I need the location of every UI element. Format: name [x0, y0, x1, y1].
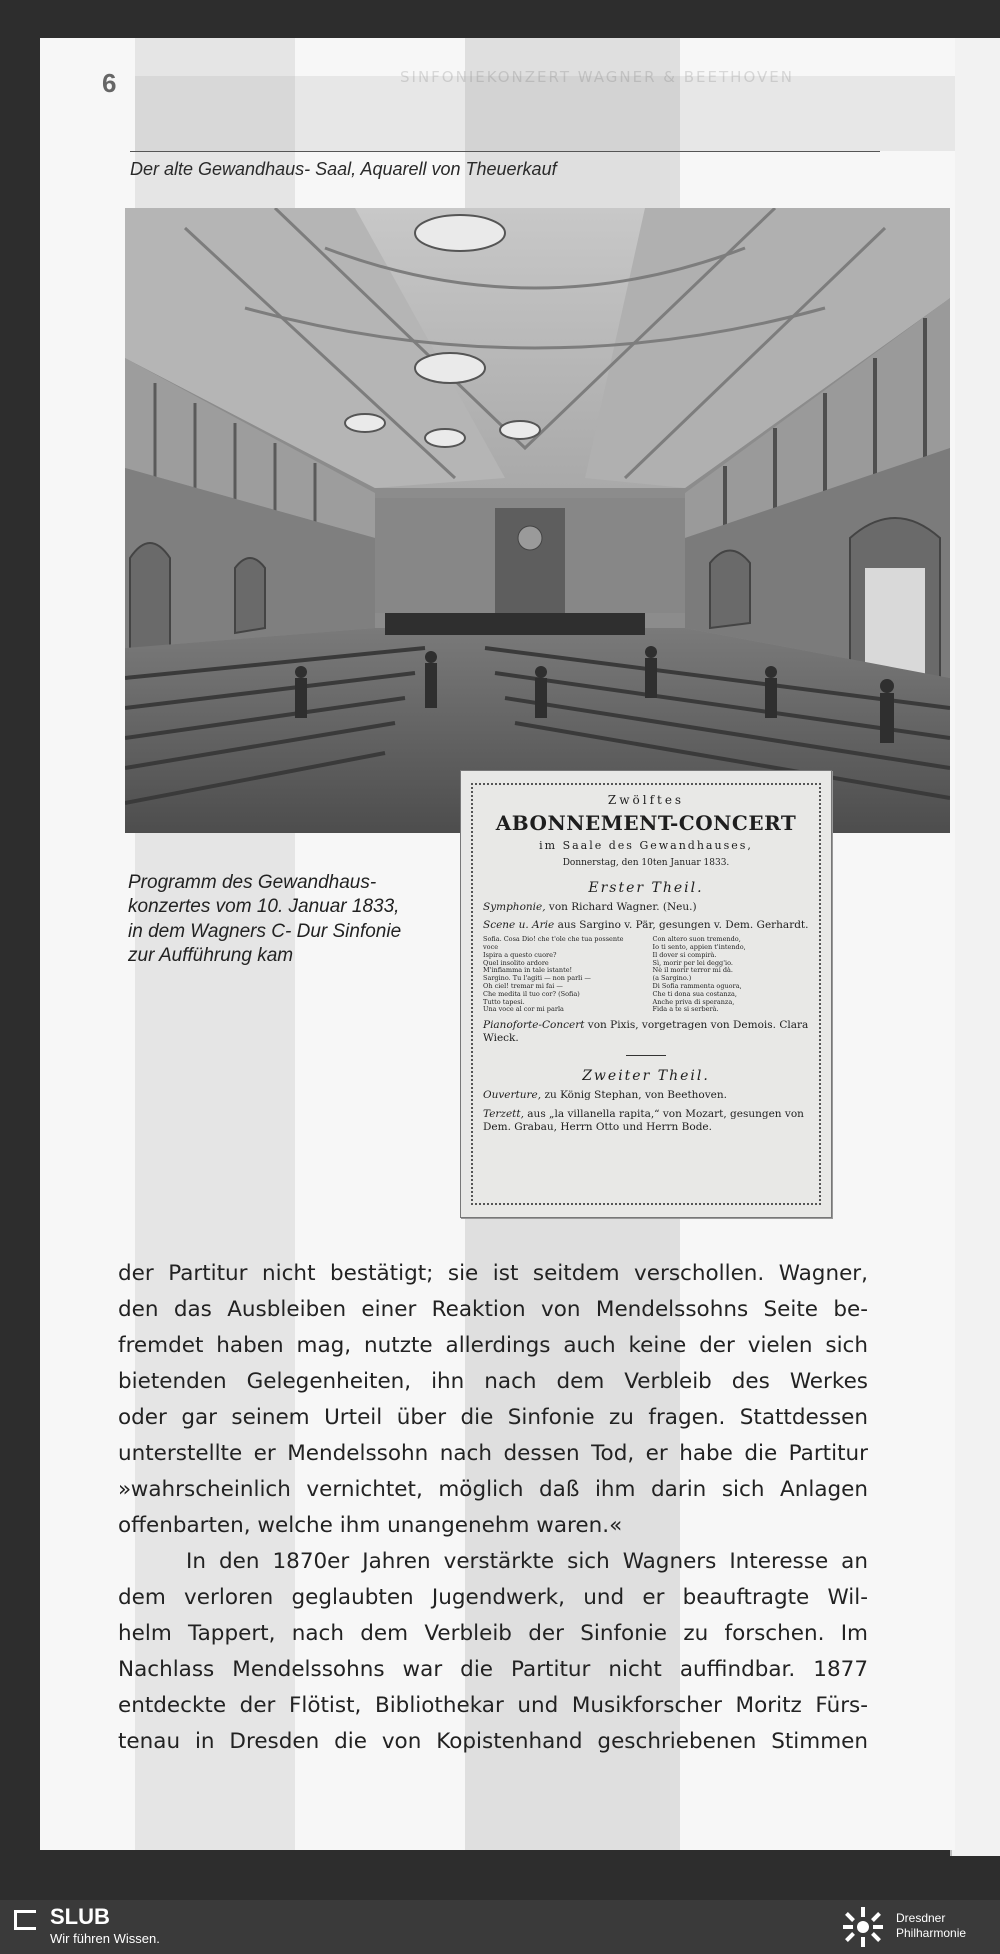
- aria-line: Che ti dona sua costanza,: [652, 989, 737, 998]
- dp-line-1: Dresdner: [896, 1911, 946, 1925]
- item-text: aus Sargino v. Pär, gesungen v. Dem. Gerhardt.: [557, 919, 809, 932]
- aria-line: Che medita il tuo cor? (Sofia): [483, 989, 580, 998]
- brochure-page: [40, 38, 955, 1850]
- aria-line: Una voce al cor mi parla: [483, 1005, 564, 1014]
- aria-line: Quel insolito ardore: [483, 958, 549, 967]
- aria-line: Il dover si compirà.: [652, 950, 717, 959]
- item-title: Symphonie,: [483, 901, 546, 913]
- aria-text: [483, 936, 809, 1014]
- programme-part-2: Zweiter Theil.: [582, 1068, 710, 1085]
- aria-line: Tutto tapesi.: [483, 997, 525, 1006]
- text-line: Nachlass Mendelssohns war die Partitur nicht auffindbar. 1877: [118, 1657, 868, 1682]
- page-number: 6: [102, 68, 117, 98]
- decorative-band: [135, 76, 955, 151]
- image-caption: Der alte Gewandhaus- Saal, Aquarell von Theuerkauf: [130, 159, 557, 179]
- programme-super: Zwölftes: [607, 793, 685, 807]
- text-line: entdeckte der Flötist, Bibliothekar und Musikforscher Moritz Fürs-: [118, 1693, 868, 1718]
- aria-line: Fida a te si serberà.: [652, 1005, 719, 1014]
- programme-border: [471, 783, 821, 1205]
- caption-line: konzertes vom 10. Januar 1833,: [128, 896, 400, 918]
- slub-tagline: Wir führen Wissen.: [50, 1931, 160, 1946]
- item-text: zu König Stephan, von Beethoven.: [544, 1089, 727, 1102]
- programme-item-piano: [483, 1019, 809, 1045]
- header-rule: [130, 151, 880, 152]
- text-line: tenau in Dresden die von Kopistenhand geschriebenen Stimmen: [118, 1729, 868, 1754]
- programme-item-overture: [483, 1089, 809, 1102]
- programme-item-sinfonie: [483, 901, 809, 914]
- aria-line: Con altero suon tremendo,: [652, 935, 741, 944]
- text-line: bietenden Gelegenheiten, ihn nach dem Verbleib des Werkes: [118, 1369, 868, 1394]
- aria-line: (a Sargino.): [652, 974, 692, 983]
- aria-line: Sofia. Cosa Dio! che t'ole che tua possente voce: [483, 935, 624, 952]
- item-text: von Richard Wagner. (Neu.): [548, 901, 697, 913]
- aria-line: Oh ciel! tremar mi fai —: [483, 982, 563, 991]
- item-text: aus „la villanella rapita,“ von Mozart, gesungen von Dem. Grabau, Herrn Otto und Herrn Bode.: [483, 1107, 804, 1133]
- item-text: von Pixis, vorgetragen von Demois. Clara Wieck.: [483, 1019, 809, 1045]
- aria-line: Anche priva di speranza,: [652, 997, 735, 1006]
- text-line: oder gar seinem Urteil über die Sinfonie zu fragen. Stattdessen: [118, 1405, 868, 1430]
- programme-title: ABONNEMENT-CONCERT: [495, 811, 797, 835]
- aria-line: Sargino. Tu l'agiti — non parli —: [483, 974, 591, 983]
- text-line: unterstellte er Mendelssohn nach dessen Tod, er habe die Partitur: [118, 1441, 868, 1466]
- hall-drawing: [125, 208, 950, 833]
- aria-right-column: [653, 936, 809, 1014]
- text-line: dem verloren geglaubten Jugendwerk, und er beauftragte Wil-: [118, 1585, 868, 1610]
- aria-line: Ispira a questo cuore?: [483, 950, 557, 959]
- aria-line: Sì, morir per lei degg'io.: [652, 958, 733, 967]
- slub-name[interactable]: SLUB: [50, 1904, 110, 1929]
- bleed-through-header: SINFONIEKONZERT WAGNER & BEETHOVEN: [400, 68, 794, 86]
- item-title: Pianoforte-Concert: [483, 1019, 585, 1032]
- programme-part-1: Erster Theil.: [588, 880, 704, 896]
- slub-logo-icon[interactable]: [14, 1910, 36, 1930]
- text-line: helm Tappert, nach dem Verbleib der Sinfonie zu forschen. Im: [118, 1621, 868, 1646]
- programme-item-scene: [483, 919, 809, 932]
- dresdner-philharmonie-logo-icon[interactable]: [840, 1905, 886, 1949]
- aria-line: Nè il morir terror mi dà.: [652, 966, 733, 975]
- footer-bar: [0, 1900, 1000, 1954]
- caption-line: in dem Wagners C- Dur Sinfonie: [128, 920, 402, 942]
- programme-date: Donnerstag, den 10ten Januar 1833.: [562, 858, 730, 868]
- aria-line: Io ti sento, appien t'intendo,: [652, 943, 746, 952]
- text-line: In den 1870er Jahren verstärkte sich Wagners Interesse an: [186, 1549, 868, 1574]
- caption-line: Programm des Gewandhaus-: [128, 872, 377, 893]
- programme-divider: [626, 1055, 666, 1056]
- aria-left-column: [483, 936, 639, 1014]
- aria-line: M'infiamma in tale istante!: [483, 966, 573, 975]
- text-line: der Partitur nicht bestätigt; sie ist seitdem verschollen. Wagner,: [118, 1261, 868, 1286]
- text-line: den das Ausbleiben einer Reaktion von Mendelssohns Seite be-: [118, 1297, 868, 1322]
- aria-line: Di Sofia rammenta oguora,: [652, 982, 742, 991]
- dresdner-philharmonie-name: [896, 1911, 966, 1941]
- concert-programme: [460, 770, 832, 1218]
- item-title: Terzett,: [483, 1107, 524, 1120]
- next-page-edge: [950, 38, 1000, 1856]
- programme-hall: im Saale des Gewandhauses,: [539, 839, 753, 852]
- text-line: »wahrscheinlich vernichtet, möglich daß ihm darin sich Anlagen: [118, 1477, 868, 1502]
- article-body: [118, 1256, 868, 1760]
- programme-item-terzett: [483, 1108, 809, 1134]
- caption-line: zur Aufführung kam: [128, 944, 294, 966]
- text-line: offenbarten, welche ihm unangenehm waren.«: [118, 1513, 623, 1538]
- item-title: Scene u. Arie: [483, 919, 555, 932]
- dp-line-2: Philharmonie: [896, 1926, 967, 1940]
- item-title: Ouverture,: [483, 1089, 542, 1102]
- gewandhaus-hall-illustration: [125, 208, 950, 833]
- text-line: fremdet haben mag, nutzte allerdings auch keine der vielen sich: [118, 1333, 868, 1358]
- programme-caption: [128, 871, 428, 968]
